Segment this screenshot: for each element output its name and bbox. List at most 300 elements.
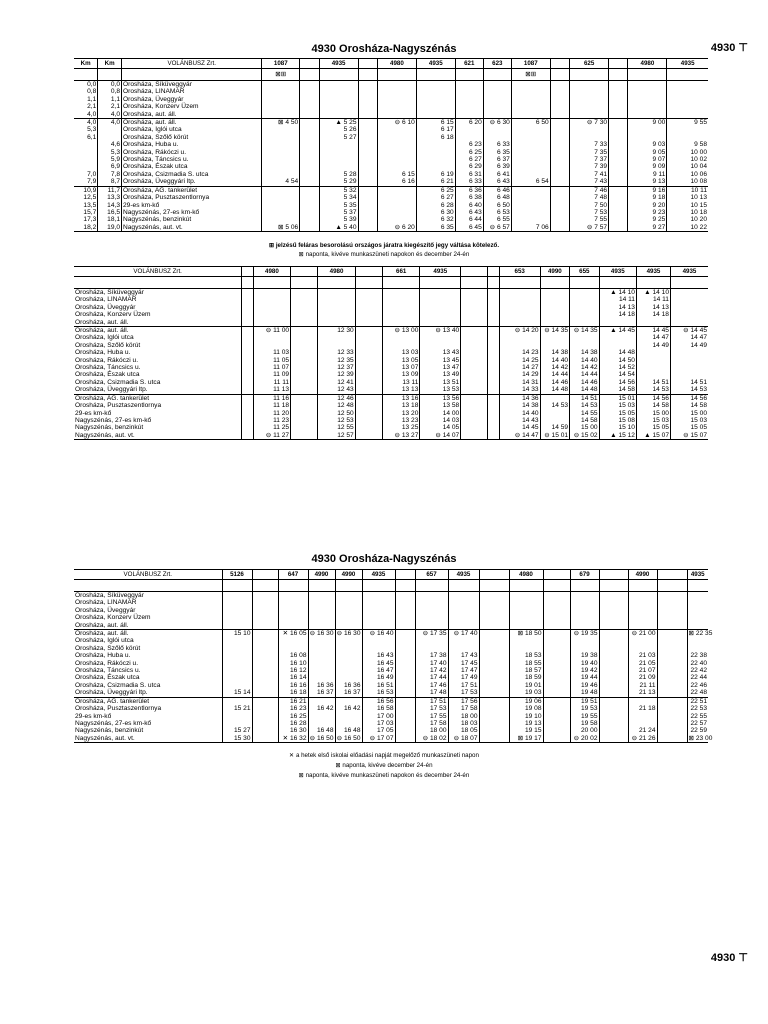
km-value: 7,0: [87, 170, 97, 178]
station-name: Orosháza, Üveggyári ltp.: [75, 689, 148, 697]
departure-time: [358, 149, 377, 156]
station-name: 29-es km-kő: [75, 409, 112, 417]
departure-time: 15 10: [222, 630, 252, 638]
departure-time: [252, 697, 278, 705]
blank: [74, 69, 98, 81]
departure-time: [377, 163, 416, 170]
departure-time: [242, 371, 253, 378]
departure-time: [543, 630, 570, 638]
departure-time: ⊖ 14 35: [540, 327, 569, 335]
departure-time: [395, 667, 415, 674]
departure-time: 12 53: [318, 417, 355, 424]
departure-time: [291, 311, 318, 318]
table-row: [74, 111, 708, 119]
blank: [318, 277, 355, 289]
station-name: Orosháza, Síküveggyár: [75, 289, 144, 296]
table-row: [74, 216, 708, 223]
departure-time: [499, 334, 540, 341]
departure-time: [222, 637, 252, 644]
departure-time: [362, 607, 395, 614]
departure-time: 6 35: [416, 224, 455, 232]
departure-time: 17 42: [415, 667, 448, 674]
departure-time: [242, 364, 253, 371]
table-row: [74, 349, 708, 356]
km-value: 4,0: [87, 110, 97, 118]
blank: [74, 580, 222, 592]
departure-time: ⊖ 17 35: [415, 630, 448, 638]
departure-time: ⊖ 21 00: [628, 630, 657, 638]
departure-time: [358, 156, 377, 163]
departure-time: 12 35: [318, 357, 355, 364]
departure-time: [415, 645, 448, 652]
departure-time: [540, 394, 569, 402]
departure-time: [667, 88, 708, 95]
departure-time: [242, 289, 253, 297]
departure-time: [242, 311, 253, 318]
departure-time: [278, 599, 308, 606]
departure-time: [499, 311, 540, 318]
departure-time: [488, 386, 499, 394]
departure-time: [499, 289, 540, 297]
table-row: [74, 599, 708, 606]
departure-time: [300, 126, 319, 133]
departure-time: [318, 319, 355, 327]
table-row: [74, 424, 708, 431]
header-train-no: [657, 570, 687, 580]
departure-time: 9 18: [628, 194, 667, 201]
station-name: Orosháza, Csizmadia S. utca: [75, 681, 161, 689]
blank: [670, 277, 708, 289]
departure-time: [278, 622, 308, 630]
departure-time: [262, 156, 300, 163]
departure-time: ⊖ 21 26: [628, 735, 657, 743]
departure-time: [252, 645, 278, 652]
departure-time: ✕ 16 32: [278, 735, 308, 743]
station-name: Orosháza, aut. áll.: [122, 119, 262, 127]
departure-time: [415, 607, 448, 614]
departure-time: [570, 311, 599, 318]
table-row: [74, 682, 708, 689]
header-train-no: 4935: [420, 267, 461, 277]
header-service-mark: ⊠⊞: [511, 69, 550, 81]
departure-time: [461, 289, 488, 297]
departure-time: [461, 379, 488, 386]
departure-time: [291, 319, 318, 327]
header-train-no: 4935: [416, 59, 455, 69]
departure-time: [377, 88, 416, 95]
departure-time: ⊖ 11 27: [253, 432, 290, 440]
departure-time: [358, 163, 377, 170]
departure-time: [335, 720, 362, 727]
departure-time: [628, 96, 667, 103]
departure-time: 12 33: [318, 349, 355, 356]
departure-time: 16 56: [362, 697, 395, 705]
header-service-mark: [319, 69, 358, 81]
departure-time: [455, 134, 483, 141]
departure-time: [319, 149, 358, 156]
blank: [448, 580, 479, 592]
departure-time: [300, 88, 319, 95]
departure-time: 14 29: [499, 371, 540, 378]
departure-time: 9 20: [628, 202, 667, 209]
station-name: Orosháza, Észak utca: [75, 371, 140, 379]
header-service-mark: [550, 69, 569, 81]
header-train-no: 657: [415, 570, 448, 580]
departure-time: [242, 417, 253, 424]
departure-time: [355, 349, 382, 356]
departure-time: [570, 289, 599, 297]
departure-time: [479, 599, 509, 606]
departure-time: 16 23: [278, 705, 308, 712]
header-train-no: 1087: [262, 59, 300, 69]
timetable-3: [74, 569, 713, 743]
table-row: [74, 402, 708, 409]
header-train-no: 4990: [628, 570, 657, 580]
departure-time: 12 50: [318, 410, 355, 417]
departure-time: ⊖ 6 57: [483, 224, 511, 232]
km-value: 19,0: [98, 224, 122, 232]
page-title-2: 4930 Orosháza-Nagyszénás: [311, 553, 457, 565]
departure-time: ⊠ 19 17: [509, 735, 543, 743]
departure-time: [609, 103, 628, 110]
departure-time: [395, 697, 415, 705]
blank: [657, 580, 687, 592]
departure-time: [355, 342, 382, 349]
departure-time: [308, 645, 335, 652]
departure-time: 6 21: [416, 178, 455, 186]
blank: [509, 580, 543, 592]
departure-time: [222, 599, 252, 606]
departure-time: 15 00: [570, 424, 599, 431]
departure-time: [335, 697, 362, 705]
departure-time: ✕ 16 05: [278, 630, 308, 638]
station-name: 29-es km-kő: [75, 712, 112, 720]
departure-time: 22 44: [687, 674, 708, 681]
blank: [479, 580, 509, 592]
departure-time: 7 06: [511, 224, 550, 232]
departure-time: [355, 371, 382, 378]
departure-time: 9 25: [628, 216, 667, 223]
departure-time: [511, 141, 550, 148]
station-name: Orosháza, aut. áll.: [75, 318, 129, 326]
departure-time: [479, 674, 509, 681]
departure-time: [455, 126, 483, 133]
departure-time: [599, 674, 628, 681]
departure-time: [543, 645, 570, 652]
departure-time: 12 57: [318, 432, 355, 440]
departure-time: 14 53: [636, 386, 670, 394]
blank: [362, 580, 395, 592]
departure-time: [543, 614, 570, 621]
departure-time: [291, 342, 318, 349]
station-name: Orosháza, aut. áll.: [74, 327, 242, 335]
departure-time: [253, 304, 290, 311]
departure-time: 4 54: [262, 178, 300, 186]
departure-time: [242, 394, 253, 402]
header-train-no: 4935: [670, 267, 708, 277]
departure-time: 11 18: [253, 402, 290, 409]
departure-time: [657, 720, 687, 727]
footnote-1: ⊞ jelzésű feláras besorolású országos járatra kiegészítő jegy váltása kötelező.: [268, 242, 500, 249]
departure-time: 17 53: [415, 705, 448, 712]
header-train-no: 1087: [511, 59, 550, 69]
station-name: Orosháza, Pusztaszentlornya: [75, 705, 162, 713]
departure-time: [319, 163, 358, 170]
header-train-no: [543, 570, 570, 580]
header-train-no: [300, 59, 319, 69]
departure-time: [609, 186, 628, 194]
table-row: [74, 735, 708, 743]
departure-time: [550, 149, 569, 156]
departure-time: 9 11: [628, 171, 667, 178]
departure-time: 11 05: [253, 357, 290, 364]
departure-time: [488, 371, 499, 378]
departure-time: [262, 209, 300, 216]
departure-time: [543, 705, 570, 712]
departure-time: 17 48: [415, 689, 448, 697]
departure-time: [609, 156, 628, 163]
departure-time: [355, 417, 382, 424]
departure-time: 17 43: [448, 652, 479, 659]
departure-time: 14 23: [499, 349, 540, 356]
departure-time: [252, 637, 278, 644]
departure-time: 9 55: [667, 119, 708, 127]
table-row: [74, 134, 708, 141]
departure-time: [242, 357, 253, 364]
departure-time: [461, 349, 488, 356]
departure-time: 14 52: [599, 364, 636, 371]
departure-time: [609, 81, 628, 89]
page-title: 4930 Orosháza-Nagyszénás: [311, 43, 457, 55]
departure-time: 11 03: [253, 349, 290, 356]
departure-time: [550, 111, 569, 119]
departure-time: [599, 667, 628, 674]
departure-time: 22 46: [687, 682, 708, 689]
km-value: 6,9: [98, 163, 122, 170]
departure-time: 15 01: [599, 394, 636, 402]
departure-time: [355, 289, 382, 297]
departure-time: [395, 599, 415, 606]
departure-time: 12 37: [318, 364, 355, 371]
departure-time: [479, 735, 509, 743]
station-name: Orosháza, Táncsics u.: [75, 667, 141, 675]
departure-time: [540, 319, 569, 327]
departure-time: [308, 667, 335, 674]
table-row: [74, 713, 708, 720]
departure-time: [448, 607, 479, 614]
station-name: Orosháza, Rákóczi u.: [75, 659, 139, 667]
departure-time: [687, 637, 708, 644]
km-value: 18,2: [74, 224, 98, 232]
departure-time: 16 08: [278, 652, 308, 659]
departure-time: [479, 652, 509, 659]
departure-time: [382, 342, 419, 349]
departure-time: [262, 149, 300, 156]
departure-time: 17 55: [415, 713, 448, 720]
departure-time: [355, 364, 382, 371]
departure-time: [488, 379, 499, 386]
departure-time: ⊖ 15 07: [670, 432, 708, 440]
departure-time: 10 13: [667, 194, 708, 201]
station-name: Nagyszénás, aut. vt.: [74, 735, 222, 743]
table-row: [74, 334, 708, 341]
departure-time: [479, 637, 509, 644]
blank: [628, 580, 657, 592]
departure-time: 9 09: [628, 163, 667, 170]
departure-time: [358, 186, 377, 194]
departure-time: [543, 689, 570, 697]
departure-time: [599, 334, 636, 341]
departure-time: [540, 296, 569, 303]
departure-time: [550, 103, 569, 110]
departure-time: 6 40: [455, 202, 483, 209]
departure-time: [222, 674, 252, 681]
departure-time: 19 48: [570, 689, 599, 697]
departure-time: [479, 614, 509, 621]
departure-time: 16 42: [308, 705, 335, 712]
departure-time: 21 11: [628, 682, 657, 689]
departure-time: [483, 126, 511, 133]
departure-time: [355, 327, 382, 335]
departure-time: [511, 88, 550, 95]
departure-time: [511, 186, 550, 194]
departure-time: [278, 637, 308, 644]
departure-time: [300, 81, 319, 89]
departure-time: ▲ 14 10: [636, 289, 670, 297]
departure-time: [291, 334, 318, 341]
departure-time: [479, 689, 509, 697]
departure-time: [609, 209, 628, 216]
departure-time: [252, 614, 278, 621]
departure-time: [483, 81, 511, 89]
km-value: 13,3: [98, 194, 122, 201]
departure-time: 14 48: [540, 386, 569, 394]
departure-time: 6 18: [416, 134, 455, 141]
station-name: Orosháza, Táncsics u.: [75, 364, 141, 372]
departure-time: [395, 674, 415, 681]
header-train-no: [395, 570, 415, 580]
departure-time: [687, 614, 708, 621]
departure-time: [222, 645, 252, 652]
departure-time: 19 08: [509, 705, 543, 712]
departure-time: [599, 660, 628, 667]
departure-time: [395, 720, 415, 727]
table-row: [74, 357, 708, 364]
departure-time: [242, 379, 253, 386]
table-row: [74, 296, 708, 303]
departure-time: [319, 156, 358, 163]
departure-time: [488, 349, 499, 356]
departure-time: ⊖ 16 50: [336, 734, 361, 742]
departure-time: 14 25: [499, 357, 540, 364]
km-value: 4,0: [74, 119, 98, 127]
departure-time: [570, 126, 609, 133]
blank: [415, 580, 448, 592]
departure-time: 14 58: [570, 417, 599, 424]
departure-time: [242, 402, 253, 409]
km-value: 8,7: [98, 178, 122, 186]
departure-time: [687, 599, 708, 606]
departure-time: [355, 304, 382, 311]
station-name: Nagyszénás, benzinkút: [75, 424, 144, 432]
departure-time: ▲ 5 40: [319, 224, 358, 232]
table-row: [74, 667, 708, 674]
departure-time: 14 58: [599, 386, 636, 394]
departure-time: 14 50: [599, 357, 636, 364]
table-row: [74, 371, 708, 378]
departure-time: 9 07: [628, 156, 667, 163]
departure-time: [509, 645, 543, 652]
departure-time: ⊖ 13 40: [420, 327, 461, 335]
departure-time: [599, 705, 628, 712]
departure-time: [628, 713, 657, 720]
departure-time: 12 55: [318, 424, 355, 431]
departure-time: [599, 720, 628, 727]
km-value: 1,1: [98, 96, 122, 103]
departure-time: [667, 103, 708, 110]
departure-time: [488, 319, 499, 327]
departure-time: [543, 622, 570, 630]
departure-time: [358, 103, 377, 110]
station-name: Orosháza, Huba u.: [75, 349, 131, 357]
departure-time: [657, 667, 687, 674]
departure-time: 5 29: [319, 178, 358, 186]
departure-time: 18 55: [509, 660, 543, 667]
departure-time: [318, 304, 355, 311]
departure-time: [543, 652, 570, 659]
departure-time: 6 19: [416, 171, 455, 178]
departure-time: 6 53: [483, 209, 511, 216]
departure-time: [308, 660, 335, 667]
departure-time: [667, 111, 708, 119]
departure-time: [377, 194, 416, 201]
header-service-mark: [628, 69, 667, 81]
departure-time: 12 46: [318, 394, 355, 402]
departure-time: 16 48: [308, 727, 335, 734]
departure-time: 7 55: [570, 216, 609, 223]
station-name: Orosháza, Pusztaszentlornya: [122, 194, 262, 201]
departure-time: [308, 622, 335, 630]
departure-time: 14 53: [570, 402, 599, 409]
departure-time: 16 36: [308, 682, 335, 689]
departure-time: [670, 357, 708, 364]
departure-time: ⊖ 14 07: [420, 432, 461, 440]
departure-time: [358, 178, 377, 186]
departure-time: [657, 674, 687, 681]
departure-time: [448, 637, 479, 644]
departure-time: [377, 126, 416, 133]
table-row: [74, 652, 708, 659]
table-row: [74, 81, 708, 89]
departure-time: 10 20: [667, 216, 708, 223]
departure-time: ⊖ 16 30: [309, 630, 334, 638]
departure-time: [355, 319, 382, 327]
departure-time: 19 55: [570, 713, 599, 720]
header-train-no: [488, 267, 499, 277]
km-value: [74, 156, 98, 163]
km-value: 0,0: [87, 81, 97, 88]
km-value: 4,6: [98, 141, 122, 148]
departure-time: 22 38: [687, 652, 708, 659]
departure-time: ⊖ 20 02: [570, 735, 599, 743]
departure-time: ⊖ 13 00: [382, 327, 419, 335]
departure-time: [483, 96, 511, 103]
departure-time: [550, 134, 569, 141]
departure-time: 11 23: [253, 417, 290, 424]
departure-time: 19 15: [509, 727, 543, 734]
departure-time: [670, 311, 708, 318]
departure-time: 16 48: [335, 727, 362, 734]
